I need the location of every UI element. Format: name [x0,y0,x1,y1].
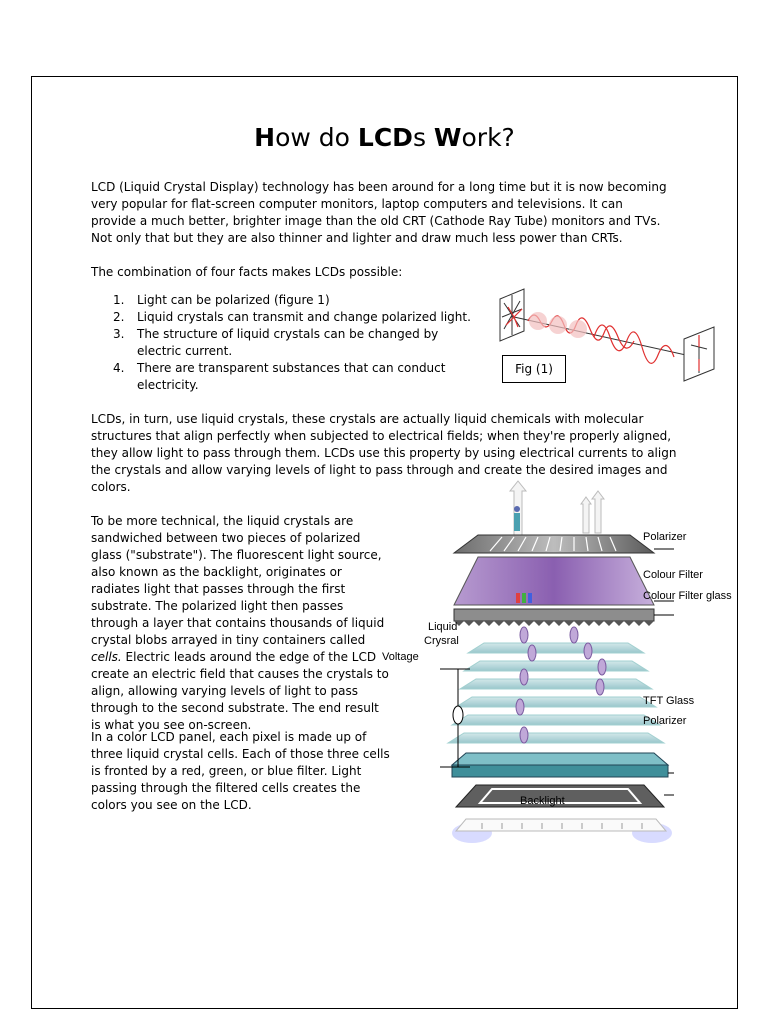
label-colour-filter: Colour Filter [643,569,703,581]
label-liquid: Liquid [428,621,458,633]
document-page [31,76,738,1009]
label-tft-glass: TFT Glass [643,695,695,707]
facts-intro: The combination of four facts makes LCDs possible: [91,265,403,279]
backlight-panel [452,815,672,845]
label-polarizer-bottom: Polarizer [643,715,687,727]
paragraph-technical: To be more technical, the liquid crystals are sandwiched between two pieces of polarized glass ("substrate"). The fluorescent light source, also known as the backlight, originates or radiates light that passes through the first substrate. The polarized light then passes through a layer that contains thousands of liquid crystal blobs arrayed in tiny containers called cells. Electric leads around the edge of the LCD create an electric field that causes the crystals to align, allowing varying levels of light to pass through to the second substrate. The end result is what you see on-screen. [91,514,389,732]
page-title: How do LCDs Work? [254,123,515,152]
viewer-figure [514,506,520,531]
label-backlight: Backlight [520,795,565,807]
label-crystal: Crysral [424,635,459,647]
label-colour-filter-glass: Colour Filter glass [643,590,732,602]
figure-label: Fig (1) [502,355,566,383]
label-voltage: Voltage [382,651,419,663]
paragraph-color-lcd: In a color LCD panel, each pixel is made up of three liquid crystal cells. Each of those three cells is fronted by a red, green, or blue filter. Light passing through the filtered cells creates the colors you see on the LCD. [91,730,390,812]
list-item: 3. The structure of liquid crystals can be changed by electric current. [113,327,439,358]
intro-paragraph: LCD (Liquid Crystal Display) technology has been around for a long time but it is now becoming very popular for flat-screen computer monitors, laptop computers and televisions. It can provide a much better, brighter image than the old CRT (Cathode Ray Tube) monitors and TVs. Not only that but they are also thinner and lighter and draw much less power than CRTs. [91,180,667,245]
label-polarizer-top: Polarizer [643,531,687,543]
list-item: 1. Light can be polarized (figure 1) [113,293,330,307]
list-item: 4. There are transparent substances that can conduct electricity. [113,361,446,392]
list-item: 2. Liquid crystals can transmit and change polarized light. [113,310,471,324]
facts-list [91,292,471,394]
paragraph-lcd-crystals: LCDs, in turn, use liquid crystals, these crystals are actually liquid chemicals with molecular structures that align perfectly when subjected to electrical fields; when they're properly aligned, they allow light to pass through them. LCDs use this property by using electrical currents to align the crystals and allow varying levels of light to pass through and create the desired images and colors. [91,412,677,494]
